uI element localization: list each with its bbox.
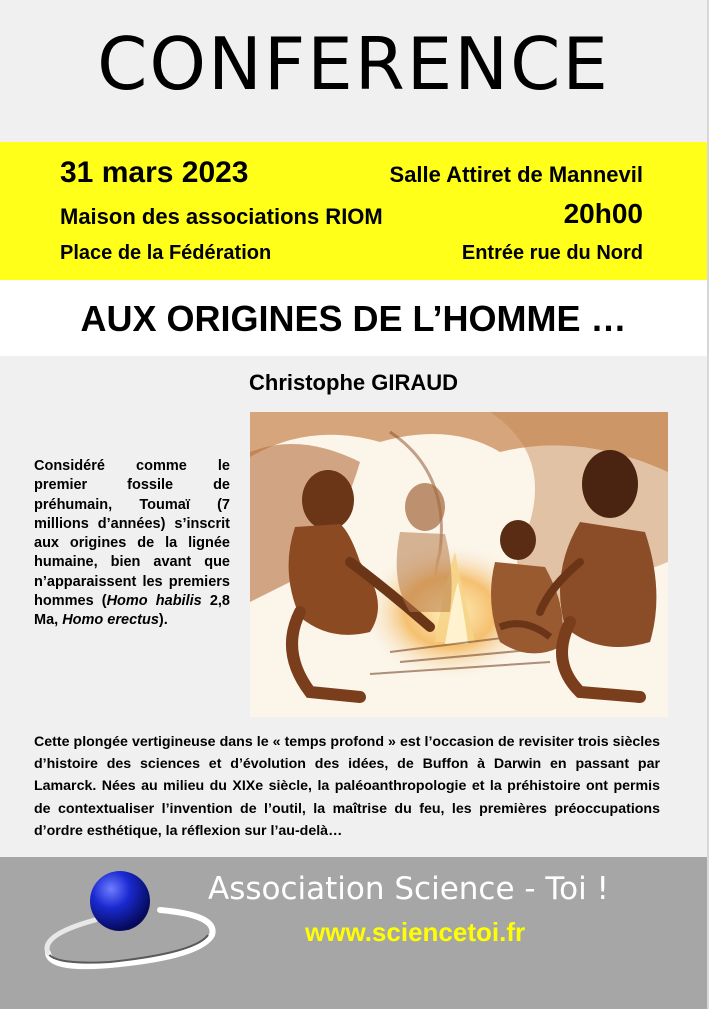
prehistoric-illustration bbox=[250, 412, 668, 717]
website-link[interactable]: www.sciencetoi.fr bbox=[305, 917, 526, 947]
page-title: CONFERENCE bbox=[97, 22, 610, 106]
association-name: Association Science - Toi ! bbox=[208, 871, 609, 907]
event-entrance: Entrée rue du Nord bbox=[461, 242, 643, 264]
event-address: Place de la Fédération bbox=[60, 242, 272, 264]
description-paragraph: Cette plongée vertigineuse dans le « temps profond » est l’occasion de revisiter trois siècles d’histoire des sciences et d’évolution des idées, de Buffon à Darwin en passant par Lamarck. Nées au milieu du XIXe siècle, la paléoanthropologie et la préhistoire ont permis de contextualiser l’invention de l’outil, la maîtrise du feu, les premières préoccupations d’ordre esthétique, la réflexion sur l’au-delà… bbox=[34, 734, 660, 839]
blue-sphere-orbit-logo-icon bbox=[40, 865, 220, 975]
talk-title: AUX ORIGINES DE L’HOMME … bbox=[80, 298, 627, 339]
intro-paragraph bbox=[34, 457, 230, 631]
event-venue: Salle Attiret de Mannevil bbox=[389, 162, 643, 187]
speaker-name: Christophe GIRAUD bbox=[249, 370, 458, 395]
footer-band bbox=[0, 857, 707, 1009]
intro-text-3: ). bbox=[158, 612, 168, 629]
intro-text-2: 2,8 Ma, bbox=[34, 593, 230, 629]
event-date: 31 mars 2023 bbox=[60, 156, 249, 189]
intro-text-1: Considéré comme le premier fossile de préhumain, Toumaï (7 millions d’années) s’inscrit aux origines de la lignée humaine, bien avant que n’apparaissent les premiers hommes ( bbox=[34, 458, 230, 610]
title-band bbox=[0, 0, 707, 142]
species-homo-habilis: Homo habilis bbox=[106, 593, 202, 610]
species-homo-erectus: Homo erectus bbox=[62, 612, 159, 629]
talk-title-band bbox=[0, 280, 707, 356]
event-time: 20h00 bbox=[563, 198, 643, 229]
campfire-scene-image bbox=[250, 412, 668, 717]
event-info-band bbox=[0, 142, 707, 280]
event-building: Maison des associations RIOM bbox=[60, 204, 383, 229]
